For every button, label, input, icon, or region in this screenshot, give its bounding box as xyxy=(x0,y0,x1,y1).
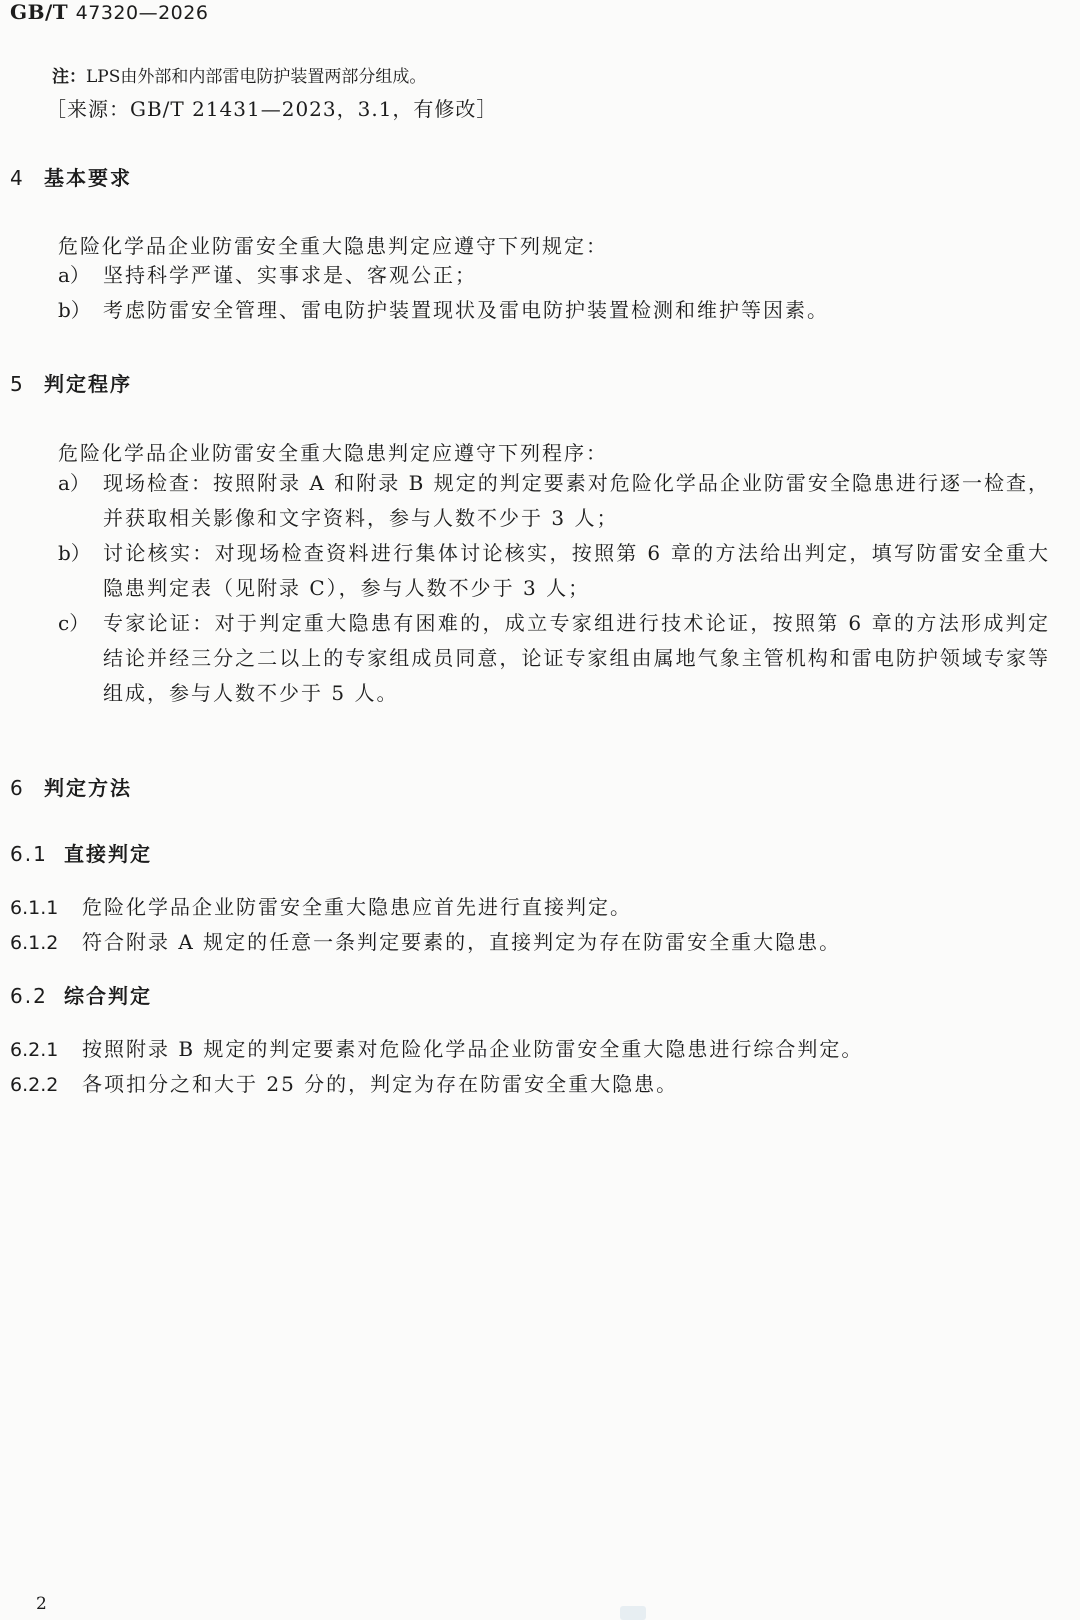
section-4-heading xyxy=(10,162,132,191)
clause-number: 6.1.1 xyxy=(10,897,59,919)
clause-text: 各项扣分之和大于 25 分的，判定为存在防雷安全重大隐患。 xyxy=(82,1072,679,1096)
clause-6-1-2 xyxy=(10,926,1050,955)
section-number: 5 xyxy=(10,372,25,396)
section-5-intro: 危险化学品企业防雷安全重大隐患判定应遵守下列程序： xyxy=(58,441,608,465)
subsection-number: 6.1 xyxy=(10,842,48,866)
list-marker: a） xyxy=(58,471,90,495)
list-marker: c） xyxy=(58,611,90,635)
list-item xyxy=(58,258,1050,293)
section-title: 判定方法 xyxy=(44,776,132,800)
clause-6-1-1 xyxy=(10,891,1050,920)
subsection-title: 直接判定 xyxy=(64,842,152,866)
note xyxy=(52,62,426,87)
clause-text: 符合附录 A 规定的任意一条判定要素的，直接判定为存在防雷安全重大隐患。 xyxy=(82,930,842,954)
standard-header xyxy=(10,0,208,24)
list-text: 专家论证：对于判定重大隐患有困难的，成立专家组进行技术论证，按照第 6 章的方法形成判定结论并经三分之二以上的专家组成员同意，论证专家组由属地气象主管机构和雷电防护领域专家等组成，参与人数不少于 5 人。 xyxy=(103,611,1050,705)
standard-code: GB/T xyxy=(10,0,69,24)
section-5-heading xyxy=(10,368,132,397)
section-title: 基本要求 xyxy=(44,166,132,190)
note-text: LPS由外部和内部雷电防护装置两部分组成。 xyxy=(86,67,427,87)
note-label: 注： xyxy=(52,67,86,87)
clause-6-2-2 xyxy=(10,1068,1050,1097)
section-4-intro: 危险化学品企业防雷安全重大隐患判定应遵守下列规定： xyxy=(58,234,608,258)
clause-6-2-1 xyxy=(10,1033,1050,1062)
subsection-number: 6.2 xyxy=(10,984,48,1008)
section-number: 6 xyxy=(10,776,25,800)
clause-number: 6.2.2 xyxy=(10,1074,59,1096)
list-item xyxy=(58,606,1050,711)
subsection-6-1-heading xyxy=(10,838,152,867)
section-6-heading xyxy=(10,772,132,801)
list-item xyxy=(58,466,1050,536)
standard-number: 47320—2026 xyxy=(75,2,209,24)
list-text: 现场检查：按照附录 A 和附录 B 规定的判定要素对危险化学品企业防雷安全隐患进行逐一检查，并获取相关影像和文字资料，参与人数不少于 3 人； xyxy=(103,471,1050,530)
list-item xyxy=(58,293,1050,328)
watermark-mark xyxy=(620,1606,646,1620)
list-text: 坚持科学严谨、实事求是、客观公正； xyxy=(103,263,477,287)
page-number: 2 xyxy=(36,1594,47,1614)
list-text: 讨论核实：对现场检查资料进行集体讨论核实，按照第 6 章的方法给出判定，填写防雷安全重大隐患判定表（见附录 C），参与人数不少于 3 人； xyxy=(103,541,1050,600)
section-number: 4 xyxy=(10,166,25,190)
clause-text: 按照附录 B 规定的判定要素对危险化学品企业防雷安全重大隐患进行综合判定。 xyxy=(82,1037,864,1061)
list-text: 考虑防雷安全管理、雷电防护装置现状及雷电防护装置检测和维护等因素。 xyxy=(103,298,829,322)
clause-number: 6.2.1 xyxy=(10,1039,59,1061)
clause-text: 危险化学品企业防雷安全重大隐患应首先进行直接判定。 xyxy=(82,895,632,919)
list-marker: b） xyxy=(58,298,91,322)
subsection-6-2-heading xyxy=(10,980,152,1009)
source-reference: ［来源：GB/T 21431—2023，3.1，有修改］ xyxy=(46,97,498,121)
subsection-title: 综合判定 xyxy=(64,984,152,1008)
list-item xyxy=(58,536,1050,606)
clause-number: 6.1.2 xyxy=(10,932,59,954)
section-title: 判定程序 xyxy=(44,372,132,396)
list-marker: b） xyxy=(58,541,91,565)
list-marker: a） xyxy=(58,263,90,287)
